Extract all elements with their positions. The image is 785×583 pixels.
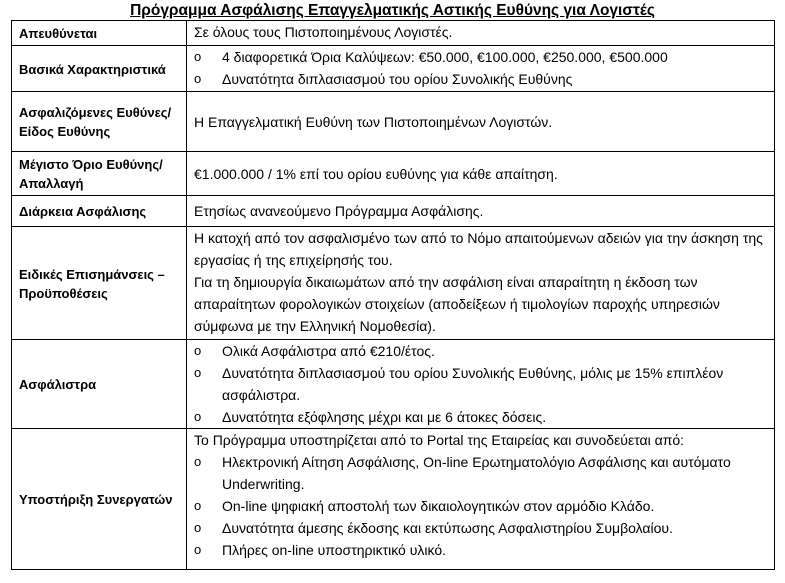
bullet-text: Δυνατότητα εξόφλησης μέχρι και με 6 άτοκες δόσεις.: [222, 409, 547, 425]
row-value: [187, 92, 775, 152]
bullet-marker: o: [194, 498, 202, 513]
paragraph: Για τη δημιουργία δικαιωμάτων από την ασφάλιση είναι απαραίτητη η έκδοση των απαραίτητων φορολογικών στοιχείων (αποδείξεων ή τιμολογίων παροχής υπηρεσιών σύμφωνα με την Ελληνική Νομοθεσία).: [194, 274, 720, 334]
row-value: [187, 21, 775, 46]
bullet-item: [194, 46, 766, 68]
bullet-marker: o: [194, 542, 202, 557]
bullet-marker: o: [194, 49, 202, 64]
row-value: [187, 196, 775, 227]
row-label: Απευθύνεται: [12, 21, 187, 46]
bullet-text: 4 διαφορετικά Όρια Καλύψεων: €50.000, €100.000, €250.000, €500.000: [222, 49, 668, 65]
row-label: Βασικά Χαρακτηριστικά: [12, 46, 187, 92]
bullet-text: Δυνατότητα διπλασιασμού του ορίου Συνολικής Ευθύνης, μόλις με 15% επιπλέον ασφάλιστρα.: [222, 365, 724, 403]
table-row: [12, 92, 775, 152]
bullet-item: [194, 517, 766, 539]
table-row: [12, 227, 775, 340]
program-table: [11, 20, 775, 570]
table-row: [12, 21, 775, 46]
bullet-marker: o: [194, 520, 202, 535]
bullet-marker: o: [194, 409, 202, 424]
row-value: [187, 429, 775, 570]
bullet-item: [194, 406, 766, 428]
row-value: [187, 152, 775, 196]
bullet-item: [194, 362, 766, 406]
row-value: [187, 227, 775, 340]
row-intro: Το Πρόγραμμα υποστηρίζεται από το Portal της Εταιρείας και συνοδεύεται από:: [194, 432, 685, 448]
bullet-item: [194, 539, 766, 561]
row-value: [187, 46, 775, 92]
row-text: Σε όλους τους Πιστοποιημένους Λογιστές.: [194, 24, 453, 40]
bullet-marker: o: [194, 343, 202, 358]
bullet-marker: o: [194, 365, 202, 380]
table-row: [12, 340, 775, 429]
bullet-text: On-line ψηφιακή αποστολή των δικαιολογητικών στον αρμόδιο Κλάδο.: [222, 498, 655, 514]
row-label: Διάρκεια Ασφάλισης: [12, 196, 187, 227]
bullet-marker: o: [194, 454, 202, 469]
bullet-item: [194, 451, 766, 495]
row-text: Ετησίως ανανεούμενο Πρόγραμμα Ασφάλισης.: [194, 203, 484, 219]
table-row: [12, 196, 775, 227]
bullet-item: [194, 495, 766, 517]
table-row: [12, 46, 775, 92]
bullet-marker: o: [194, 71, 202, 86]
row-text: Η Επαγγελματική Ευθύνη των Πιστοποιημένων Λογιστών.: [194, 113, 553, 130]
row-label: Ασφάλιστρα: [12, 340, 187, 429]
bullet-text: Ολικά Ασφάλιστρα από €210/έτος.: [222, 343, 435, 359]
paragraph: Η κατοχή από τον ασφαλισμένο των από το Νόμο απαιτούμενων αδειών για την άσκηση της εργασίας ή της επιχείρησής του.: [194, 230, 763, 268]
table-row: [12, 152, 775, 196]
bullet-item: [194, 340, 766, 362]
bullet-text: Δυνατότητα άμεσης έκδοσης και εκτύπωσης Ασφαλιστηρίου Συμβολαίου.: [222, 520, 673, 536]
bullet-text: Δυνατότητα διπλασιασμού του ορίου Συνολικής Ευθύνης: [222, 71, 573, 87]
row-label: Μέγιστο Όριο Ευθύνης/ Απαλλαγή: [12, 152, 187, 196]
table-row: [12, 429, 775, 570]
document-title: Πρόγραμμα Ασφάλισης Επαγγελματικής Αστικής Ευθύνης για Λογιστές: [130, 2, 655, 19]
row-text: €1.000.000 / 1% επί του ορίου ευθύνης για κάθε απαίτηση.: [194, 165, 558, 182]
row-label: Ασφαλιζόμενες Ευθύνες/Είδος Ευθύνης: [12, 92, 187, 152]
bullet-text: Πλήρες on-line υποστηρικτικό υλικό.: [222, 542, 447, 558]
row-label: Ειδικές Επισημάνσεις – Προϋποθέσεις: [12, 227, 187, 340]
row-label: Υποστήριξη Συνεργατών: [12, 429, 187, 570]
bullet-item: [194, 68, 766, 90]
row-value: [187, 340, 775, 429]
bullet-text: Ηλεκτρονική Αίτηση Ασφάλισης, On-line Ερωτηματολόγιο Ασφάλισης και αυτόματο Underwriting.: [222, 454, 731, 492]
